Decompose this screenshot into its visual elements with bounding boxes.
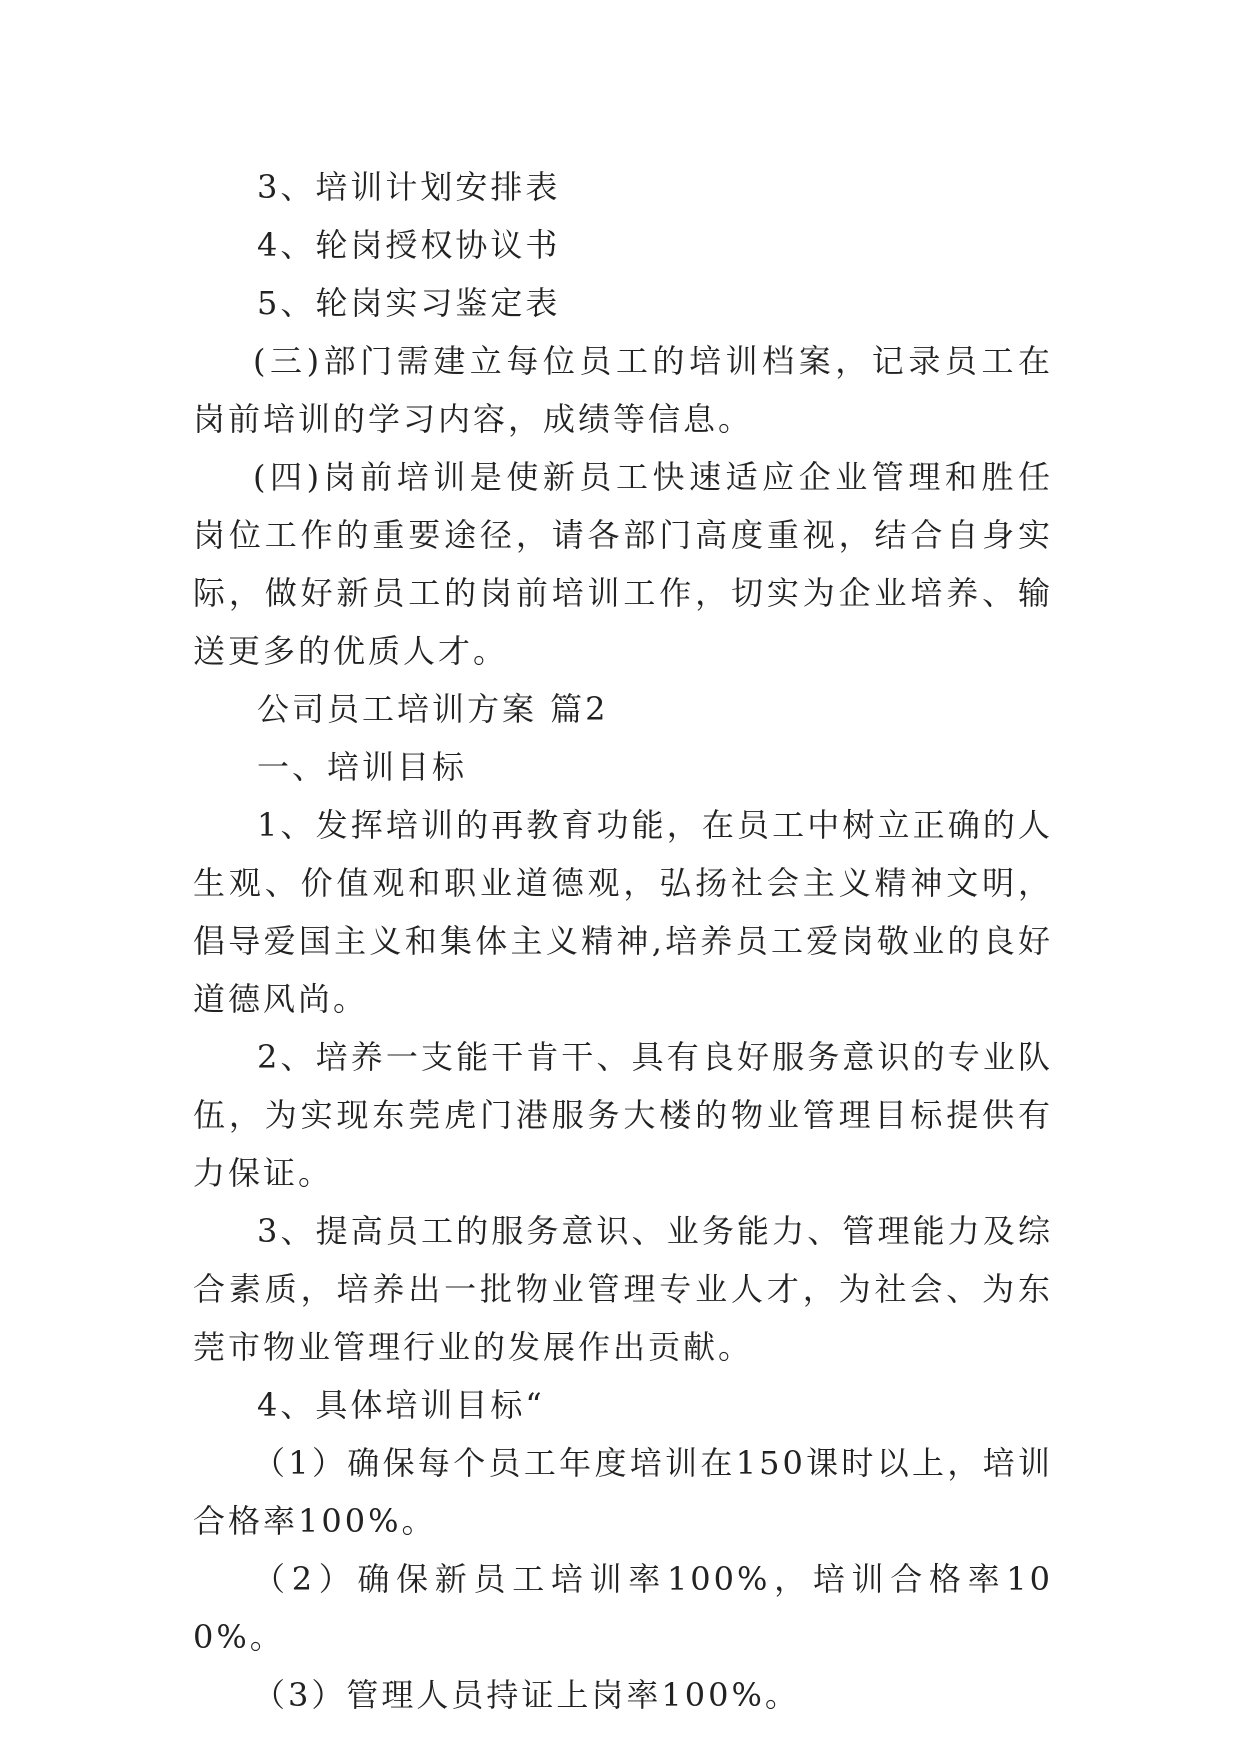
paragraph-pre-job-training: (四)岗前培训是使新员工快速适应企业管理和胜任岗位工作的重要途径，请各部门高度重视，结合自身实际，做好新员工的岗前培训工作，切实为企业培养、输送更多的优质人才。 — [193, 458, 1053, 670]
paragraph-goal-4-heading: 4、具体培训目标“ — [257, 1386, 545, 1424]
list-item-training-schedule: 3、培训计划安排表 — [257, 168, 561, 206]
section-heading-training-goals: 一、培训目标 — [257, 748, 468, 786]
list-item-rotation-agreement: 4、轮岗授权协议书 — [257, 226, 561, 264]
section-heading-plan-2: 公司员工培训方案 篇2 — [257, 690, 609, 728]
list-item-rotation-appraisal: 5、轮岗实习鉴定表 — [257, 284, 561, 322]
paragraph-goal-3: 3、提高员工的服务意识、业务能力、管理能力及综合素质，培养出一批物业管理专业人才，为社会、为东莞市物业管理行业的发展作出贡献。 — [193, 1212, 1053, 1366]
paragraph-training-records: (三)部门需建立每位员工的培训档案，记录员工在岗前培训的学习内容，成绩等信息。 — [193, 342, 1053, 438]
paragraph-specific-goal-2: （2）确保新员工培训率100%，培训合格率100%。 — [193, 1560, 1053, 1656]
document-body — [193, 158, 1053, 1724]
paragraph-specific-goal-1: （1）确保每个员工年度培训在150课时以上，培训合格率100%。 — [193, 1444, 1053, 1540]
paragraph-goal-2: 2、培养一支能干肯干、具有良好服务意识的专业队伍，为实现东莞虎门港服务大楼的物业管理目标提供有力保证。 — [193, 1038, 1053, 1192]
paragraph-goal-1: 1、发挥培训的再教育功能，在员工中树立正确的人生观、价值观和职业道德观，弘扬社会主义精神文明，倡导爱国主义和集体主义精神,培养员工爱岗敬业的良好道德风尚。 — [193, 806, 1053, 1018]
paragraph-specific-goal-3: （3）管理人员持证上岗率100%。 — [253, 1676, 800, 1714]
